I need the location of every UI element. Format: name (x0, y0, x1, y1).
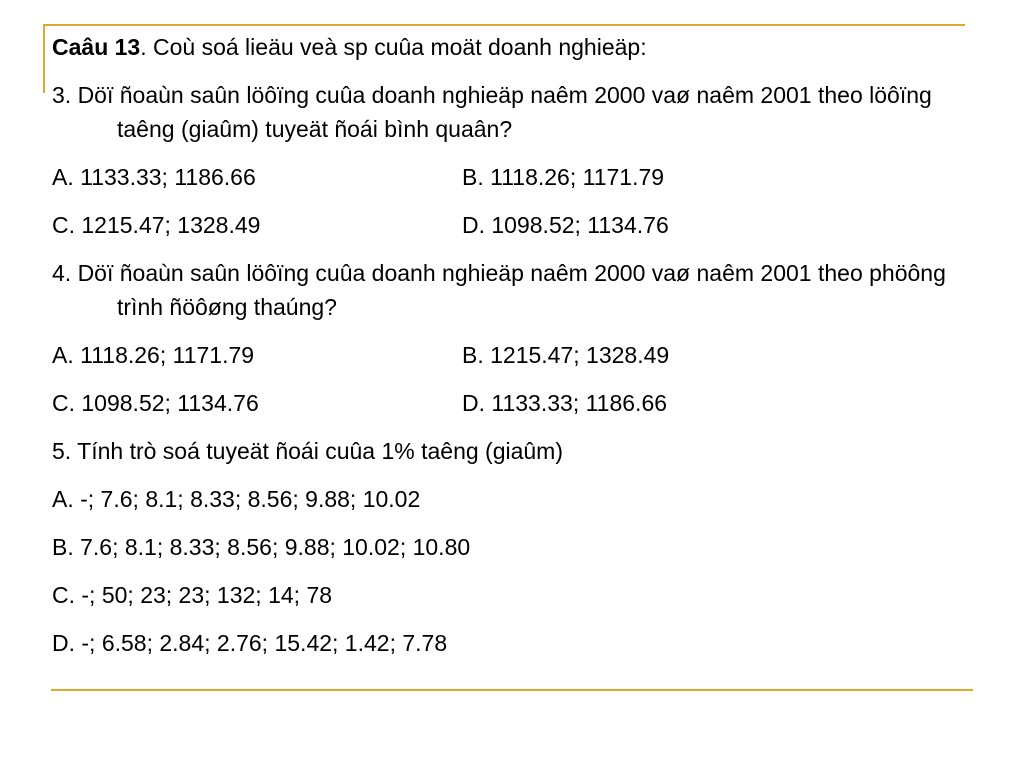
q3-option-b: B. 1118.26; 1171.79 (462, 164, 665, 190)
q5-option-c: C. -; 50; 23; 23; 132; 14; 78 (52, 582, 333, 608)
q3-option-c: C. 1215.47; 1328.49 (52, 212, 261, 238)
slide-title (52, 30, 962, 64)
bottom-border-line (51, 689, 973, 691)
left-border-line (43, 24, 45, 93)
q4-option-c: C. 1098.52; 1134.76 (52, 390, 259, 416)
q3-option-d: D. 1098.52; 1134.76 (462, 212, 669, 238)
question-4: 4. Döï ñoaùn saûn löôïng cuûa doanh nghieäp naêm 2000 vaø naêm 2001 theo phöông trình ñöôøng thaúng? (52, 260, 946, 320)
q4-options-row-1 (52, 338, 962, 372)
q4-option-d: D. 1133.33; 1186.66 (462, 390, 668, 416)
q4-options-row-2 (52, 386, 962, 420)
q4-option-a: A. 1118.26; 1171.79 (52, 342, 255, 368)
question-5: 5. Tính trò soá tuyeät ñoái cuûa 1% taêng (giaûm) (52, 438, 563, 464)
q3-option-a: A. 1133.33; 1186.66 (52, 164, 256, 190)
q5-option-b: B. 7.6; 8.1; 8.33; 8.56; 9.88; 10.02; 10.80 (52, 534, 471, 560)
q3-options-row-2 (52, 208, 962, 242)
q3-options-row-1 (52, 160, 962, 194)
question-3: 3. Döï ñoaùn saûn löôïng cuûa doanh nghieäp naêm 2000 vaø naêm 2001 theo löôïng taêng (giaûm) tuyeät ñoái bình quaân? (52, 82, 932, 142)
slide-content (52, 30, 962, 674)
q5-option-a: A. -; 7.6; 8.1; 8.33; 8.56; 9.88; 10.02 (52, 486, 421, 512)
title-text: . Coù soá lieäu veà sp cuûa moät doanh nghieäp: (140, 34, 647, 60)
title-label: Caâu 13 (52, 34, 141, 60)
top-border-line (43, 24, 965, 26)
q5-option-d: D. -; 6.58; 2.84; 2.76; 15.42; 1.42; 7.78 (52, 630, 448, 656)
q4-option-b: B. 1215.47; 1328.49 (462, 342, 670, 368)
